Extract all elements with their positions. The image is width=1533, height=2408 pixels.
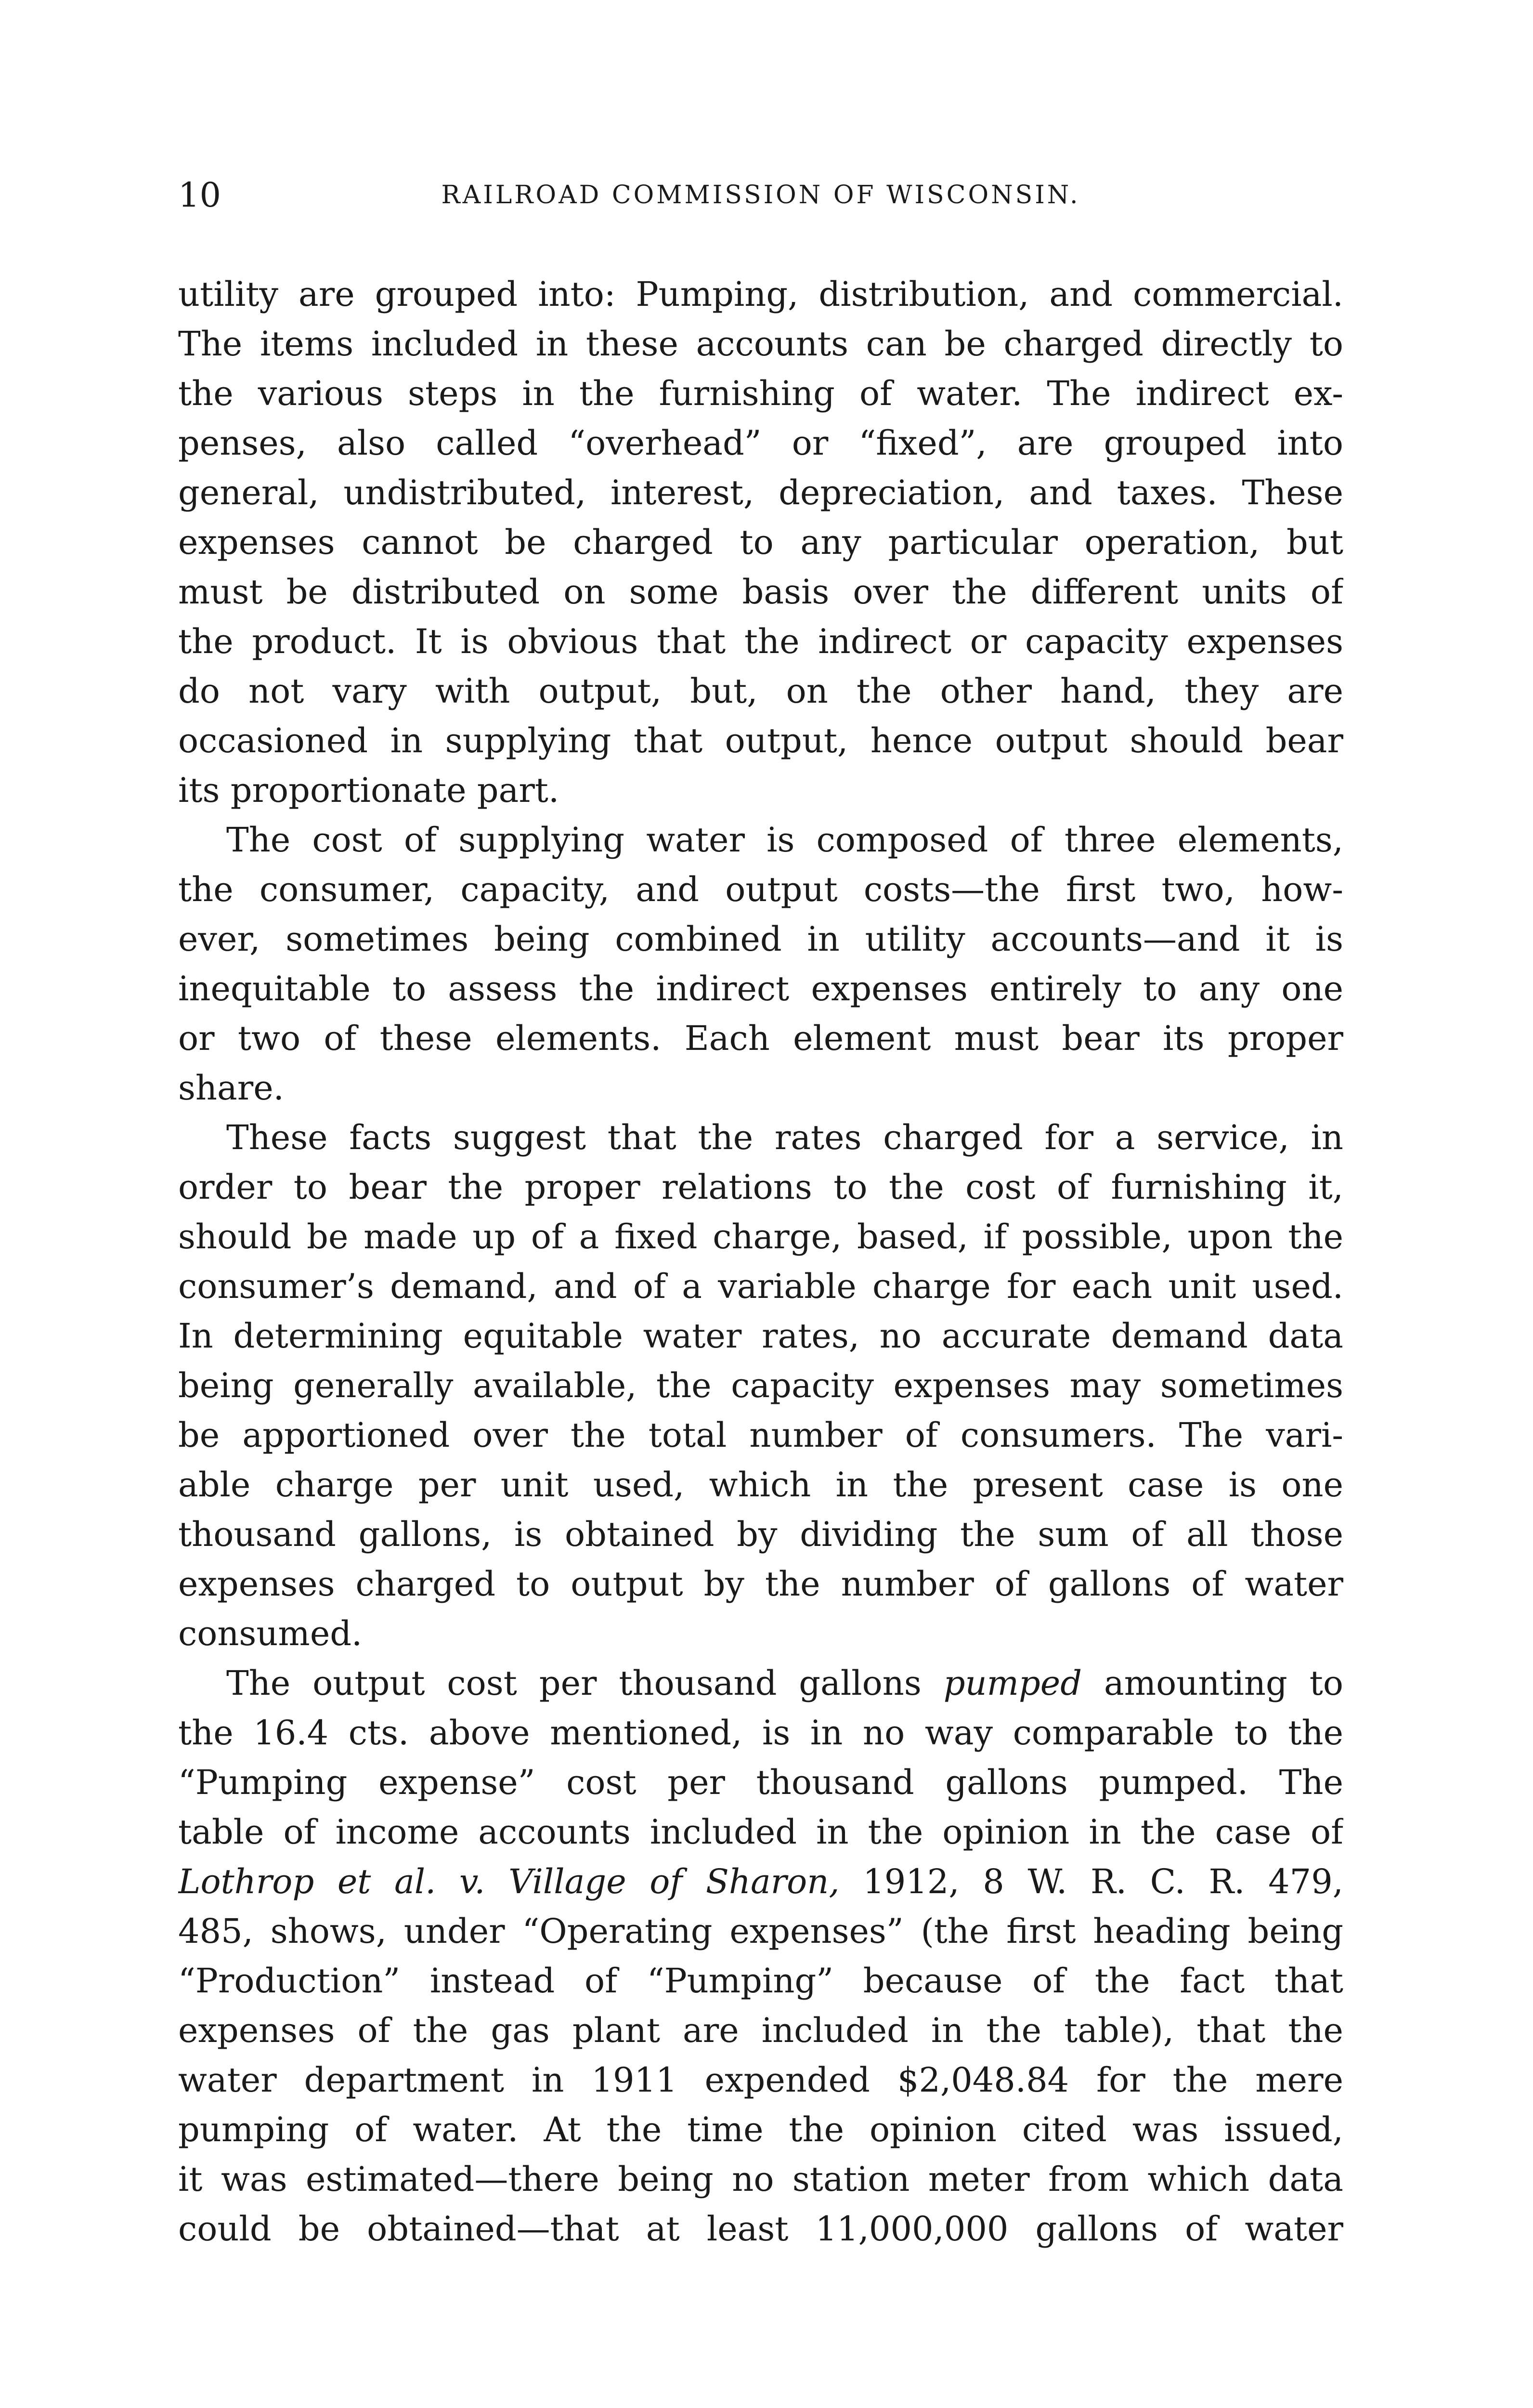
text-line: penses, also called “overhead” or “fixed”, are grouped into bbox=[178, 423, 1343, 463]
text-line: The items included in these accounts can be charged directly to bbox=[178, 324, 1343, 364]
text-line: In determining equitable water rates, no accurate demand data bbox=[178, 1316, 1343, 1356]
text-line: being generally available, the capacity expenses may sometimes bbox=[178, 1366, 1343, 1405]
text-line: be apportioned over the total number of consumers. The vari- bbox=[178, 1415, 1343, 1455]
text-line: the consumer, capacity, and output costs—the first two, how- bbox=[178, 870, 1343, 909]
text-line: inequitable to assess the indirect expenses entirely to any one bbox=[178, 969, 1343, 1008]
text-line: 485, shows, under “Operating expenses” (the first heading being bbox=[178, 1911, 1343, 1951]
text-line: These facts suggest that the rates charged for a service, in bbox=[226, 1118, 1343, 1157]
text-run: amounting to bbox=[1082, 1663, 1343, 1703]
text-line: water department in 1911 expended $2,048.84 for the mere bbox=[178, 2060, 1343, 2100]
text-run: The output cost per thousand gallons bbox=[226, 1663, 944, 1703]
text-line bbox=[178, 1857, 1343, 1907]
text-line: utility are grouped into: Pumping, distribution, and commercial. bbox=[178, 275, 1343, 314]
text-line: the product. It is obvious that the indirect or capacity expenses bbox=[178, 622, 1343, 661]
page-header bbox=[178, 173, 1343, 217]
text-line: occasioned in supplying that output, hence output should bear bbox=[178, 721, 1343, 760]
paragraph bbox=[178, 270, 1343, 815]
text-line: the various steps in the furnishing of water. The indirect ex- bbox=[178, 374, 1343, 413]
body-text bbox=[178, 270, 1343, 2254]
text-line: expenses charged to output by the number of gallons of water bbox=[178, 1564, 1343, 1604]
paragraph bbox=[178, 1113, 1343, 1659]
italic-term: pumped bbox=[943, 1663, 1082, 1703]
case-name: Lothrop et al. v. Village of Sharon, bbox=[178, 1862, 840, 1901]
text-line: should be made up of a fixed charge, based, if possible, upon the bbox=[178, 1217, 1343, 1256]
text-line: consumed. bbox=[178, 1614, 363, 1653]
text-line: or two of these elements. Each element must bear its proper bbox=[178, 1019, 1343, 1058]
text-line: consumer’s demand, and of a variable charge for each unit used. bbox=[178, 1267, 1343, 1306]
text-line: ever, sometimes being combined in utility accounts—and it is bbox=[178, 919, 1343, 959]
text-line: must be distributed on some basis over the different units of bbox=[178, 572, 1343, 612]
paragraph bbox=[178, 815, 1343, 1113]
text-line: do not vary with output, but, on the other hand, they are bbox=[178, 671, 1343, 711]
paragraph bbox=[178, 1659, 1343, 2254]
text-line: its proportionate part. bbox=[178, 771, 559, 810]
text-line: thousand gallons, is obtained by dividing the sum of all those bbox=[178, 1515, 1343, 1554]
text-line: share. bbox=[178, 1068, 284, 1108]
text-line: general, undistributed, interest, depreciation, and taxes. These bbox=[178, 473, 1343, 512]
text-line: pumping of water. At the time the opinion cited was issued, bbox=[178, 2110, 1343, 2149]
text-line: the 16.4 cts. above mentioned, is in no way comparable to the bbox=[178, 1713, 1343, 1753]
text-line: “Pumping expense” cost per thousand gallons pumped. The bbox=[178, 1763, 1343, 1802]
text-line: The cost of supplying water is composed of three elements, bbox=[226, 820, 1343, 860]
text-line: expenses cannot be charged to any particular operation, but bbox=[178, 523, 1343, 562]
page-number: 10 bbox=[178, 175, 221, 215]
text-line: able charge per unit used, which in the present case is one bbox=[178, 1465, 1343, 1505]
running-title: RAILROAD COMMISSION OF WISCONSIN. bbox=[441, 181, 1080, 209]
text-line: table of income accounts included in the opinion in the case of bbox=[178, 1812, 1343, 1852]
text-line: “Production” instead of “Pumping” because of the fact that bbox=[178, 1961, 1343, 2001]
text-line: expenses of the gas plant are included in the table), that the bbox=[178, 2011, 1343, 2050]
text-line: could be obtained—that at least 11,000,000 gallons of water bbox=[178, 2209, 1343, 2249]
text-line bbox=[178, 1659, 1343, 1708]
citation: 1912, 8 W. R. C. R. 479, bbox=[839, 1862, 1343, 1901]
text-line: it was estimated—there being no station meter from which data bbox=[178, 2159, 1343, 2199]
text-line: order to bear the proper relations to the cost of furnishing it, bbox=[178, 1167, 1343, 1207]
